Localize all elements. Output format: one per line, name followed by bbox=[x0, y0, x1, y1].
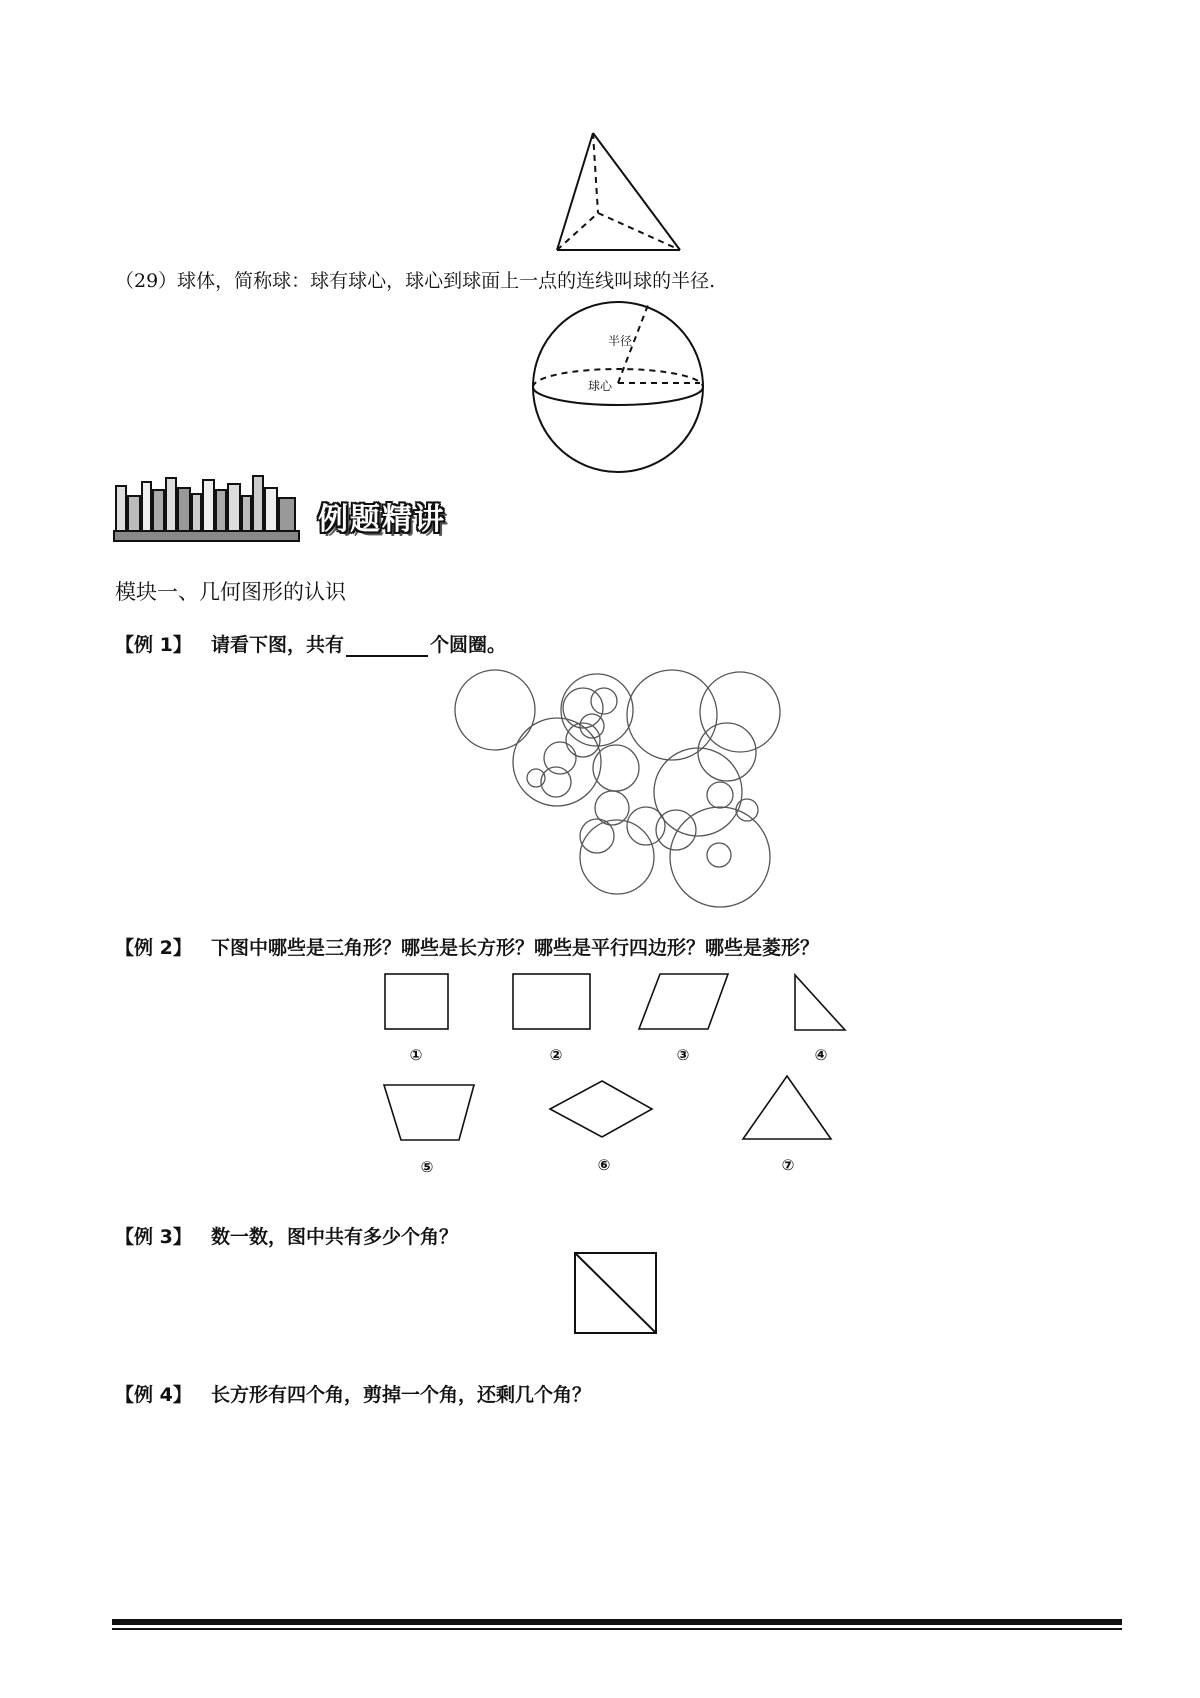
shape-label-6: ⑥ bbox=[597, 1156, 611, 1174]
shape-2-rectangle bbox=[513, 974, 590, 1029]
shape-label-7: ⑦ bbox=[781, 1156, 795, 1174]
example-4 bbox=[115, 1380, 591, 1407]
footer-rule bbox=[112, 1619, 1122, 1625]
sphere-center-label: 球心 bbox=[588, 379, 613, 393]
shape-label-3: ③ bbox=[676, 1046, 690, 1064]
example-4-tag: 【例 4】 bbox=[115, 1384, 192, 1406]
example-2 bbox=[115, 933, 819, 960]
example-3-text: 数一数，图中共有多少个角？ bbox=[211, 1226, 459, 1248]
shape-label-4: ④ bbox=[814, 1046, 828, 1064]
shape-4-right-triangle bbox=[795, 975, 845, 1030]
footer-rule-thin bbox=[112, 1628, 1122, 1630]
section-title: 例题精讲 bbox=[318, 502, 446, 537]
example-1-text-after: 个圆圈。 bbox=[430, 634, 507, 656]
shape-7-triangle bbox=[743, 1076, 831, 1139]
sphere-radius-label: 半径 bbox=[608, 334, 633, 348]
tetrahedron-figure bbox=[0, 0, 1200, 260]
shape-1-square bbox=[385, 974, 448, 1029]
module-title: 模块一、几何图形的认识 bbox=[115, 580, 346, 604]
square-diagonal-figure bbox=[0, 1250, 1200, 1350]
shape-label-2: ② bbox=[549, 1046, 563, 1064]
item-29-text: （29）球体，简称球：球有球心，球心到球面上一点的连线叫球的半径. bbox=[115, 270, 716, 292]
example-2-tag: 【例 2】 bbox=[115, 937, 192, 959]
shape-6-rhombus bbox=[550, 1081, 652, 1137]
bookshelf-icon bbox=[112, 474, 302, 544]
example-3 bbox=[115, 1222, 458, 1249]
shapes-figure bbox=[0, 960, 1200, 1160]
example-3-tag: 【例 3】 bbox=[115, 1226, 192, 1248]
shape-label-5: ⑤ bbox=[420, 1158, 434, 1176]
circles-figure bbox=[0, 640, 1200, 900]
shape-label-1: ① bbox=[409, 1046, 423, 1064]
example-4-text: 长方形有四个角，剪掉一个角，还剩几个角？ bbox=[211, 1384, 592, 1406]
example-1-tag: 【例 1】 bbox=[115, 634, 192, 656]
example-1-text-before: 请看下图，共有 bbox=[211, 634, 345, 656]
shape-3-parallelogram bbox=[639, 974, 728, 1029]
shape-5-trapezoid bbox=[384, 1085, 474, 1140]
example-2-text: 下图中哪些是三角形？哪些是长方形？哪些是平行四边形？哪些是菱形？ bbox=[211, 937, 820, 959]
